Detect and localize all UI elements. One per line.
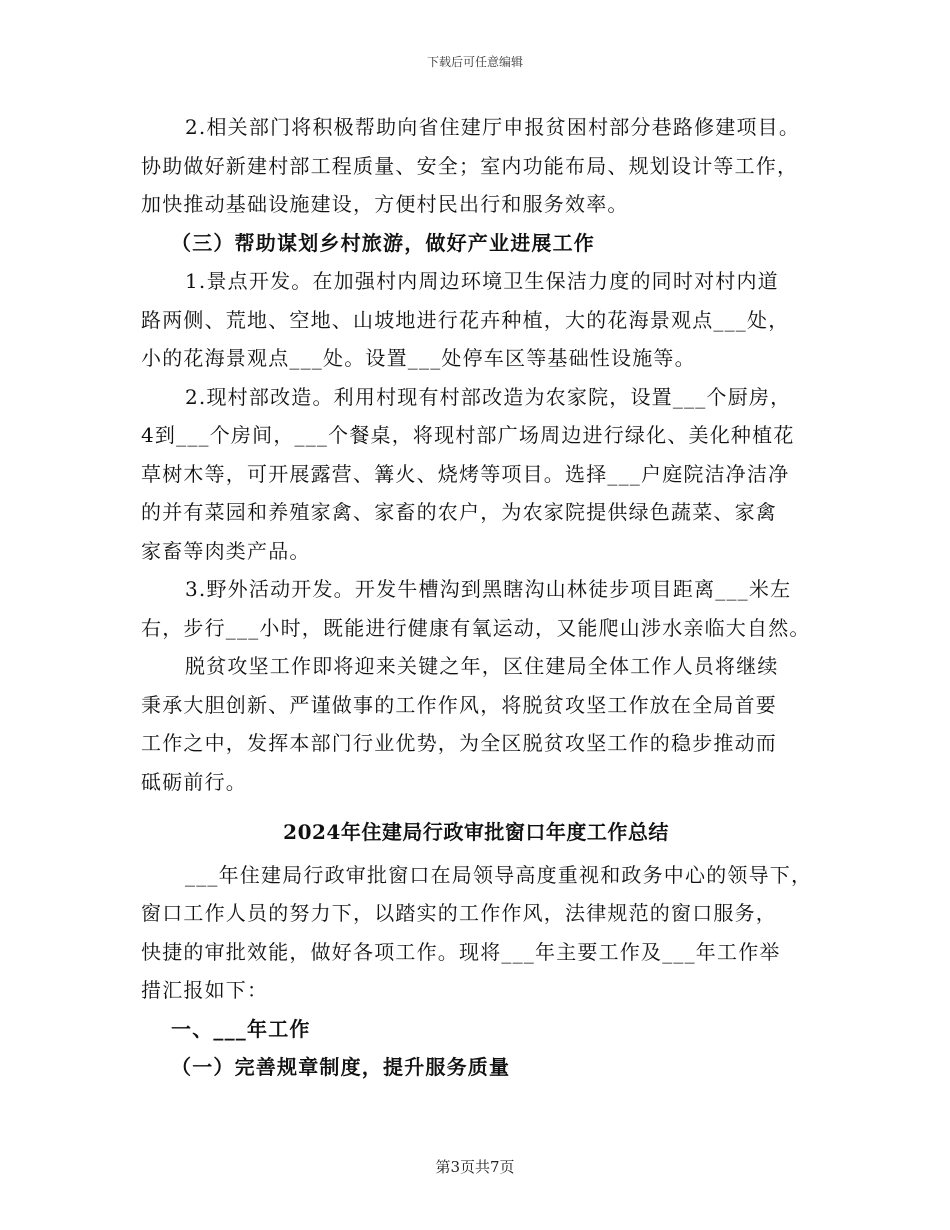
text-line: ___年住建局行政审批窗口在局领导高度重视和政务中心的领导下，	[185, 862, 813, 887]
text-line: 一、___年工作	[171, 1016, 311, 1041]
text-line: 4到___个房间，___个餐桌，将现村部广场周边进行绿化、美化种植花	[141, 423, 795, 447]
text-line: 2.现村部改造。利用村现有村部改造为农家院，设置___个厨房，	[185, 384, 792, 409]
text-line: 加快推动基础设施建设，方便村民出行和服务效率。	[141, 192, 629, 216]
text-line: 协助做好新建村部工程质量、安全；室内功能布局、规划设计等工作，	[141, 153, 799, 178]
text-line: 1.景点开发。在加强村内周边环境卫生保洁力度的同时对村内道	[185, 269, 779, 293]
text-line: 砥砺前行。	[141, 769, 247, 794]
text-line: 小的花海景观点___处。设置___处停车区等基础性设施等。	[141, 346, 696, 370]
paragraph-block-1	[141, 108, 811, 801]
text-line: 右，步行___小时，既能进行健康有氧运动，又能爬山涉水亲临大自然。	[141, 615, 811, 640]
text-line: 快捷的审批效能，做好各项工作。现将___年主要工作及___年工作举	[141, 939, 781, 964]
text-line: 路两侧、荒地、空地、山坡地进行花卉种植，大的花海景观点___处，	[141, 307, 790, 332]
document-body	[141, 108, 811, 1087]
page-header: 下载后可任意编辑	[426, 55, 523, 69]
text-line: 脱贫攻坚工作即将迎来关键之年，区住建局全体工作人员将继续	[185, 654, 779, 678]
text-line: 的并有菜园和养殖家禽、家畜的农户，为农家院提供绿色蔬菜、家禽	[141, 500, 777, 524]
text-line: 措汇报如下：	[141, 978, 269, 1002]
text-line: 3.野外活动开发。开发牛槽沟到黑瞎沟山林徒步项目距离___米左	[185, 577, 792, 601]
text-line: 2.相关部门将积极帮助向省住建厅申报贫困村部分巷路修建项目。	[185, 115, 801, 139]
text-line: 草树木等，可开展露营、篝火、烧烤等项目。选择___户庭院洁净洁净	[141, 461, 790, 486]
text-line: 工作之中，发挥本部门行业优势，为全区脱贫攻坚工作的稳步推动而	[141, 731, 777, 755]
text-line: 家畜等肉类产品。	[141, 538, 311, 563]
text-line: （一）完善规章制度，提升服务质量	[171, 1055, 511, 1079]
text-line: 秉承大胆创新、严谨做事的工作作风，将脱贫攻坚工作放在全局首要	[141, 692, 777, 717]
page-footer: 第3页共7页	[435, 1158, 515, 1176]
section-title: 2024年住建局行政审批窗口年度工作总结	[283, 820, 669, 844]
paragraph-block-2	[141, 856, 811, 1087]
text-line: （三）帮助谋划乡村旅游，做好产业进展工作	[171, 230, 595, 255]
text-line: 窗口工作人员的努力下，以踏实的工作作风，法律规范的窗口服务，	[141, 901, 777, 925]
